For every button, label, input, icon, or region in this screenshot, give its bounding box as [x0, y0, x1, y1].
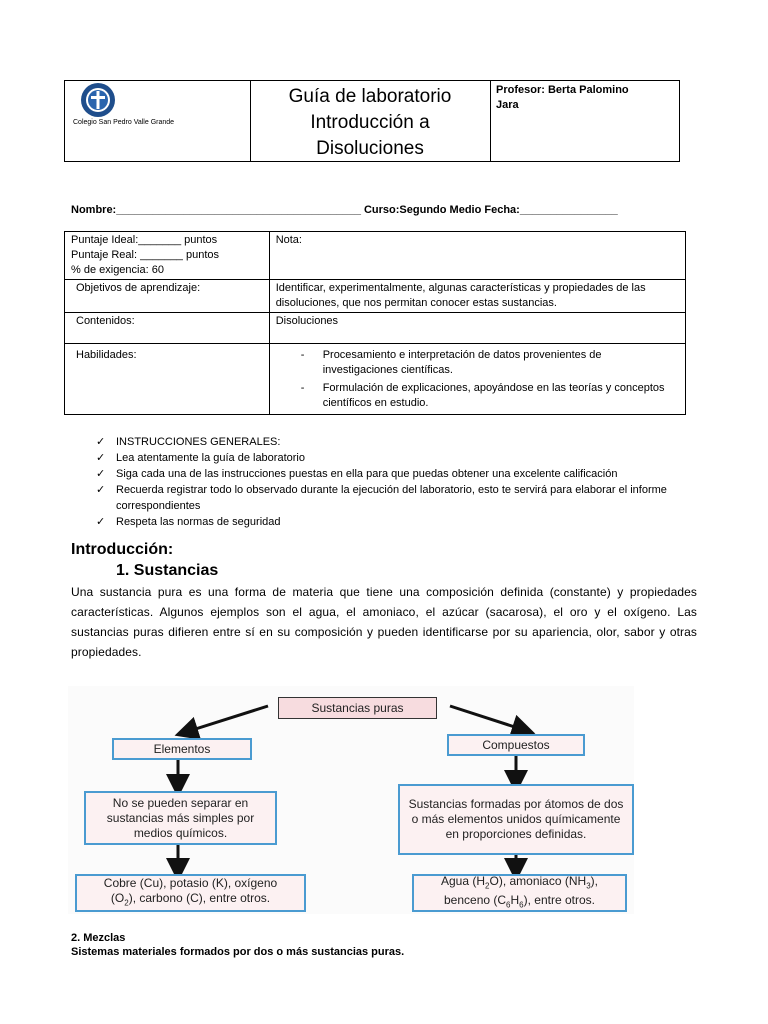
- header-school-cell: [65, 81, 251, 161]
- puntaje-ideal: Puntaje Ideal:_______ puntos: [71, 234, 218, 246]
- objetivos-label: Objetivos de aprendizaje:: [76, 282, 201, 294]
- list-item: ✓ Respeta las normas de seguridad: [96, 516, 281, 528]
- contenidos-label: Contenidos:: [76, 315, 135, 327]
- school-logo-icon: [70, 82, 120, 118]
- checkmark-icon: ✓: [96, 484, 106, 496]
- contenidos-text: Disoluciones: [275, 315, 339, 327]
- contenidos-row: [65, 313, 686, 344]
- title-line-1: Guía de laboratorio: [288, 86, 452, 107]
- list-item: ✓ INSTRUCCIONES GENERALES:: [96, 436, 281, 448]
- student-info-line: Nombre:________________________________________ Curso:Segundo Medio Fecha:________________: [71, 204, 618, 216]
- list-item: ✓ Recuerda registrar todo lo observado durante la ejecución del laboratorio, esto te servirá para elaborar el informe correspondientes: [96, 484, 667, 512]
- list-item: ✓ Lea atentamente la guía de laboratorio: [96, 452, 305, 464]
- root-box: Sustancias puras: [278, 697, 437, 719]
- exigencia: % de exigencia: 60: [71, 264, 164, 276]
- header-title-cell: [250, 81, 491, 161]
- title-line-2: Introducción a: [310, 112, 430, 133]
- checkmark-icon: ✓: [96, 452, 106, 464]
- arrow-to-elementos: [186, 706, 268, 732]
- puntaje-real: Puntaje Real: _______ puntos: [71, 249, 220, 261]
- objetivos-row: [65, 280, 686, 313]
- habilidades-list: [276, 348, 679, 411]
- elementos-examples-box: Cobre (Cu), potasio (K), oxígeno $(O_2)$, carbono (C), entre otros.: [75, 874, 306, 912]
- compuestos-desc-box: Sustancias formadas por átomos de dos o más elementos unidos químicamente en proporciones definidas.: [398, 784, 634, 855]
- checkmark-icon: ✓: [96, 516, 106, 528]
- info-table: [64, 231, 686, 415]
- section2-text: Sistemas materiales formados por dos o más sustancias puras.: [71, 946, 405, 958]
- elementos-desc-box: No se pueden separar en sustancias más simples por medios químicos.: [84, 791, 277, 845]
- professor-line-1: Profesor: Berta Palomino: [496, 84, 629, 96]
- instructions-list: [96, 434, 696, 530]
- checkmark-icon: ✓: [96, 468, 106, 480]
- title-line-3: Disoluciones: [316, 138, 424, 159]
- habilidades-row: [65, 344, 686, 415]
- habilidades-label: Habilidades:: [76, 349, 137, 361]
- school-name: Colegio San Pedro Valle Grande: [73, 119, 175, 126]
- objetivos-text: Identificar, experimentalmente, algunas características y propiedades de las disoluciones, que nos permitan conocer estas sustancias.: [275, 282, 646, 309]
- arrow-to-compuestos: [450, 706, 524, 730]
- compuestos-box: Compuestos: [447, 734, 585, 756]
- concept-diagram: [68, 686, 634, 914]
- professor-line-2: Jara: [496, 99, 519, 111]
- section1-heading: 1. Sustancias: [116, 562, 219, 579]
- list-item: - Formulación de explicaciones, apoyándose en las teorías y conceptos científicos en estudio.: [300, 382, 665, 409]
- checkmark-icon: ✓: [96, 436, 106, 448]
- section2-heading: 2. Mezclas: [71, 932, 126, 944]
- elementos-box: Elementos: [112, 738, 252, 760]
- score-row: [65, 232, 686, 280]
- nota-label: Nota:: [275, 234, 302, 246]
- header-table: [64, 80, 680, 162]
- intro-heading: Introducción:: [71, 541, 174, 558]
- section1-paragraph: Una sustancia pura es una forma de materia que tiene una composición definida (constante) y propiedades características. Algunos ejemplos son el agua, el amoniaco, el azúcar (sacarosa), el oro y el oxígeno. Las sustancias puras difieren entre sí en su composición y pueden identificarse por su apariencia, olor, sabor y otras propiedades.: [71, 585, 697, 659]
- compuestos-examples-box: Agua $(H_2O)$, amoniaco $(NH_3)$, benceno $(C_6H_6)$, entre otros.: [412, 874, 627, 912]
- list-item: - Procesamiento e interpretación de datos provenientes de investigaciones científicas.: [300, 349, 602, 376]
- header-professor-cell: [490, 81, 680, 161]
- list-item: ✓ Siga cada una de las instrucciones puestas en ella para que puedas obtener una excelente calificación: [96, 468, 618, 480]
